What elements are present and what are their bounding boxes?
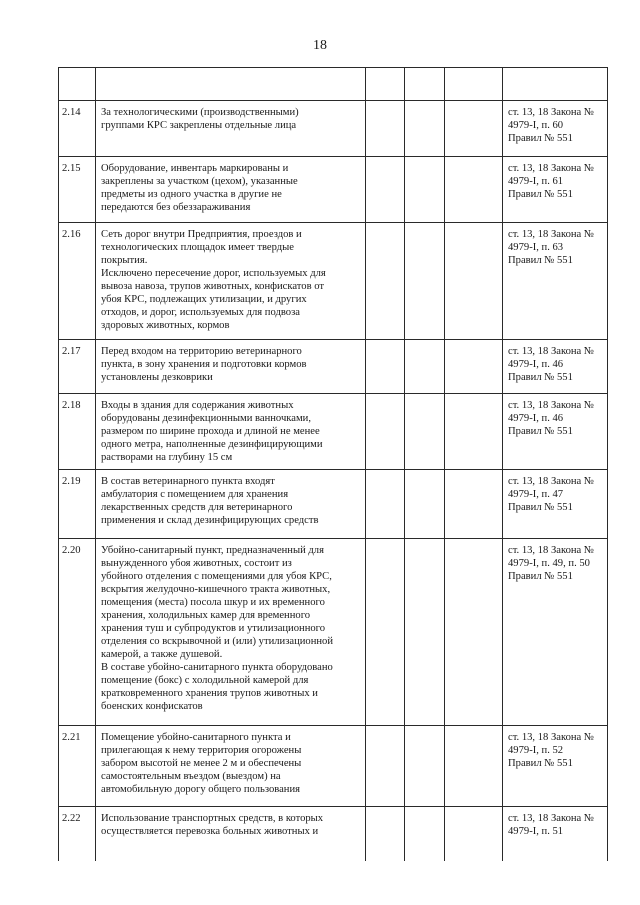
requirements-table (58, 67, 608, 861)
requirement-cell (96, 394, 366, 470)
legal-reference-line: ст. 13, 18 Закона № (508, 813, 595, 824)
answer-na-cell (445, 394, 503, 470)
legal-reference-cell (503, 539, 608, 726)
requirement-cell (96, 726, 366, 807)
requirement-text-line: автомобильную дорогу общего пользования (101, 784, 301, 795)
legal-reference-line: 4979-I, п. 52 (508, 745, 564, 756)
requirement-text-line: прилегающая к нему территория огорожены (101, 745, 302, 756)
item-number: 2.19 (62, 476, 81, 487)
requirement-text-line: Перед входом на территорию ветеринарного (101, 346, 302, 357)
item-number-cell (59, 470, 96, 539)
requirement-text-line: В состав ветеринарного пункта входят (101, 476, 275, 487)
item-number: 2.16 (62, 229, 81, 240)
legal-reference-line: 4979-I, п. 46 (508, 359, 564, 370)
requirement-text-line: забором высотой не менее 2 м и обеспечены (101, 758, 302, 769)
answer-yes-cell (366, 68, 405, 101)
answer-no-cell (405, 394, 445, 470)
requirement-text-line: хранения туш и субпродуктов и утилизационного (101, 623, 326, 634)
legal-reference-line: ст. 13, 18 Закона № (508, 107, 595, 118)
answer-no-cell (405, 223, 445, 340)
item-number-cell (59, 157, 96, 223)
requirement-text-line: отделения со вскрывочной и (или) утилизационной (101, 636, 334, 647)
legal-reference-cell (503, 470, 608, 539)
legal-reference-line: ст. 13, 18 Закона № (508, 476, 595, 487)
answer-na-cell (445, 470, 503, 539)
legal-reference-line: Правил № 551 (508, 133, 573, 144)
item-number-cell (59, 68, 96, 101)
legal-reference-cell (503, 68, 608, 101)
answer-no-cell (405, 726, 445, 807)
table-row (59, 157, 608, 223)
item-number: 2.20 (62, 545, 81, 556)
legal-reference-line: Правил № 551 (508, 255, 573, 266)
answer-na-cell (445, 68, 503, 101)
requirement-text-line: применения и склад дезинфицирующих средств (101, 515, 319, 526)
legal-reference-cell (503, 807, 608, 861)
answer-no-cell (405, 340, 445, 394)
legal-reference-cell (503, 726, 608, 807)
answer-yes-cell (366, 394, 405, 470)
legal-reference-cell (503, 101, 608, 157)
requirement-text-line: За технологическими (производственными) (101, 107, 299, 118)
page-number: 18 (313, 38, 327, 53)
table-row (59, 340, 608, 394)
table-row (59, 470, 608, 539)
legal-reference-line: Правил № 551 (508, 502, 573, 513)
item-number: 2.18 (62, 400, 81, 411)
requirement-cell (96, 101, 366, 157)
requirement-cell (96, 539, 366, 726)
requirement-cell (96, 807, 366, 861)
requirement-cell (96, 470, 366, 539)
legal-reference-line: 4979-I, п. 46 (508, 413, 564, 424)
requirement-text-line: помещение (бокс) с холодильной камерой для (101, 675, 309, 686)
answer-no-cell (405, 470, 445, 539)
requirement-text-line: хранения, холодильных камер для временного (101, 610, 311, 621)
legal-reference-line: 4979-I, п. 60 (508, 120, 564, 131)
answer-no-cell (405, 807, 445, 861)
legal-reference-cell (503, 223, 608, 340)
item-number-cell (59, 807, 96, 861)
answer-yes-cell (366, 726, 405, 807)
answer-na-cell (445, 807, 503, 861)
answer-na-cell (445, 101, 503, 157)
table-row (59, 101, 608, 157)
requirement-text-line: самостоятельным въездом (выездом) на (101, 771, 281, 782)
requirement-text-line: Входы в здания для содержания животных (101, 400, 294, 411)
requirement-text-line: лекарственных средств для ветеринарного (101, 502, 293, 513)
requirement-text-line: оборудованы дезинфекционными ванночками, (101, 413, 311, 424)
answer-na-cell (445, 157, 503, 223)
requirement-text-line: камерой, а также душевой. (101, 649, 223, 660)
item-number: 2.15 (62, 163, 81, 174)
answer-yes-cell (366, 539, 405, 726)
answer-yes-cell (366, 340, 405, 394)
legal-reference-cell (503, 157, 608, 223)
item-number: 2.14 (62, 107, 81, 118)
legal-reference-cell (503, 340, 608, 394)
requirement-text-line: вскрытия желудочно-кишечного тракта животных, (101, 584, 331, 595)
requirement-text-line: боенских конфискатов (101, 701, 203, 712)
legal-reference-cell (503, 394, 608, 470)
answer-na-cell (445, 223, 503, 340)
requirement-text-line: растворами на глубину 15 см (101, 452, 233, 463)
table-row (59, 394, 608, 470)
item-number: 2.21 (62, 732, 81, 743)
legal-reference-line: 4979-I, п. 51 (508, 826, 564, 837)
answer-yes-cell (366, 223, 405, 340)
item-number-cell (59, 394, 96, 470)
table-row (59, 726, 608, 807)
requirement-text-line: Исключено пересечение дорог, используемых для (101, 268, 326, 279)
requirement-text-line: вывоза навоза, трупов животных, конфискатов от (101, 281, 325, 292)
legal-reference-line: Правил № 551 (508, 372, 573, 383)
requirement-text-line: осуществляется перевозка больных животных и (101, 826, 319, 837)
table-row (59, 68, 608, 101)
requirement-text-line: вынужденного убоя животных, состоит из (101, 558, 292, 569)
legal-reference-line: ст. 13, 18 Закона № (508, 732, 595, 743)
legal-reference-line: ст. 13, 18 Закона № (508, 545, 595, 556)
item-number-cell (59, 539, 96, 726)
legal-reference-line: ст. 13, 18 Закона № (508, 163, 595, 174)
item-number: 2.22 (62, 813, 81, 824)
answer-yes-cell (366, 101, 405, 157)
legal-reference-line: ст. 13, 18 Закона № (508, 346, 595, 357)
answer-no-cell (405, 68, 445, 101)
answer-yes-cell (366, 157, 405, 223)
requirement-text-line: Убойно-санитарный пункт, предназначенный для (101, 545, 324, 556)
requirement-text-line: предметы из одного участка в другие не (101, 189, 282, 200)
legal-reference-line: Правил № 551 (508, 426, 573, 437)
item-number-cell (59, 726, 96, 807)
requirement-text-line: закреплены за участком (цехом), указанные (101, 176, 298, 187)
requirement-text-line: установлены дезковрики (101, 372, 213, 383)
answer-yes-cell (366, 807, 405, 861)
requirement-cell (96, 340, 366, 394)
answer-no-cell (405, 539, 445, 726)
item-number: 2.17 (62, 346, 81, 357)
requirement-text-line: покрытия. (101, 255, 148, 266)
answer-na-cell (445, 340, 503, 394)
requirement-text-line: здоровых животных, кормов (101, 320, 230, 331)
table-row (59, 807, 608, 861)
legal-reference-line: 4979-I, п. 63 (508, 242, 564, 253)
legal-reference-line: 4979-I, п. 61 (508, 176, 564, 187)
requirement-text-line: Сеть дорог внутри Предприятия, проездов и (101, 229, 302, 240)
answer-yes-cell (366, 470, 405, 539)
requirement-cell (96, 68, 366, 101)
table-row (59, 539, 608, 726)
requirement-text-line: В составе убойно-санитарного пункта оборудовано (101, 662, 333, 673)
item-number-cell (59, 340, 96, 394)
requirement-text-line: Помещение убойно-санитарного пункта и (101, 732, 291, 743)
item-number-cell (59, 101, 96, 157)
legal-reference-line: Правил № 551 (508, 758, 573, 769)
requirement-text-line: помещения (места) посола шкур и их временного (101, 597, 325, 608)
legal-reference-line: 4979-I, п. 49, п. 50 (508, 558, 590, 569)
requirement-text-line: Оборудование, инвентарь маркированы и (101, 163, 289, 174)
requirement-text-line: передаются без обеззараживания (101, 202, 251, 213)
requirement-text-line: убойного отделения с помещениями для убоя КРС, (101, 571, 332, 582)
legal-reference-line: Правил № 551 (508, 189, 573, 200)
requirement-text-line: одного метра, наполненные дезинфицирующими (101, 439, 323, 450)
legal-reference-line: Правил № 551 (508, 571, 573, 582)
requirement-cell (96, 157, 366, 223)
requirement-text-line: амбулатория с помещением для хранения (101, 489, 289, 500)
requirement-text-line: пункта, в зону хранения и подготовки кормов (101, 359, 307, 370)
requirement-text-line: отходов, и дорог, используемых для подвоза (101, 307, 300, 318)
requirement-text-line: технологических площадок имеет твердые (101, 242, 294, 253)
legal-reference-line: ст. 13, 18 Закона № (508, 400, 595, 411)
requirement-text-line: убоя КРС, подлежащих утилизации, и других (101, 294, 307, 305)
answer-na-cell (445, 539, 503, 726)
requirement-cell (96, 223, 366, 340)
requirement-text-line: размером по ширине прохода и длиной не менее (101, 426, 320, 437)
table-row (59, 223, 608, 340)
requirement-text-line: Использование транспортных средств, в которых (101, 813, 324, 824)
legal-reference-line: ст. 13, 18 Закона № (508, 229, 595, 240)
answer-no-cell (405, 101, 445, 157)
answer-na-cell (445, 726, 503, 807)
requirement-text-line: кратковременного хранения трупов животных и (101, 688, 318, 699)
legal-reference-line: 4979-I, п. 47 (508, 489, 564, 500)
answer-no-cell (405, 157, 445, 223)
requirement-text-line: группами КРС закреплены отдельные лица (101, 120, 297, 131)
item-number-cell (59, 223, 96, 340)
